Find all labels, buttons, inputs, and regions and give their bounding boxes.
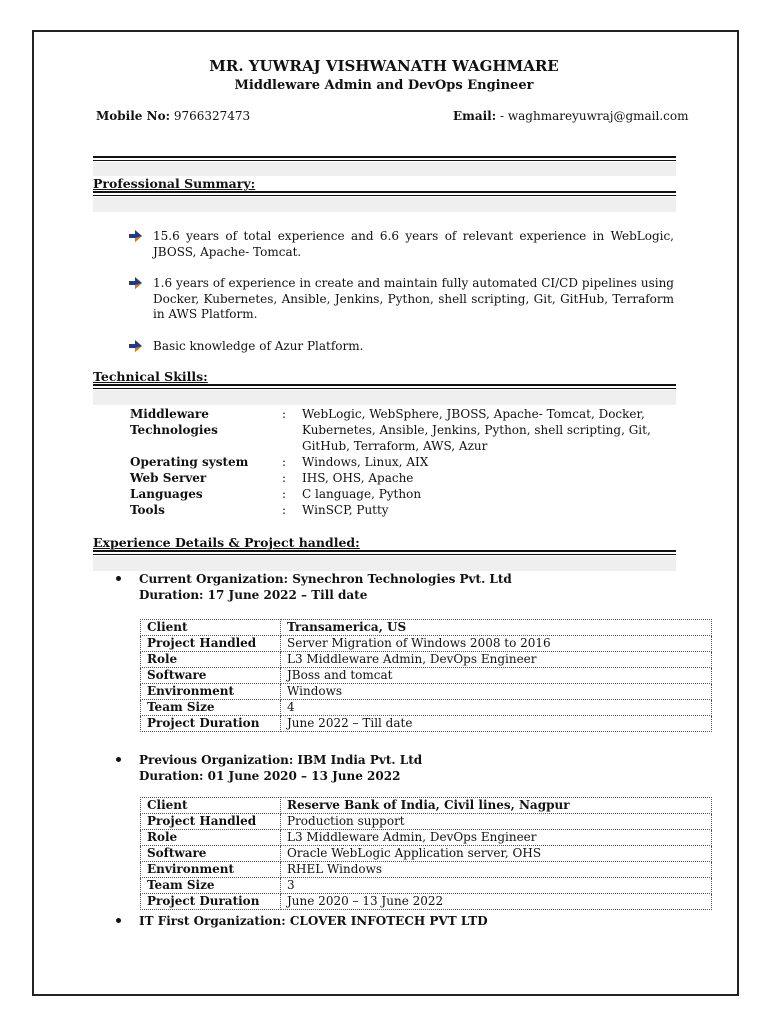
project-key: Team Size bbox=[141, 878, 281, 894]
project-value: Windows bbox=[281, 684, 712, 700]
project-value: L3 Middleware Admin, DevOps Engineer bbox=[281, 830, 712, 846]
mobile-value: 9766327473 bbox=[173, 109, 251, 123]
project-value: Transamerica, US bbox=[281, 620, 712, 636]
divider bbox=[93, 156, 676, 161]
skill-value: WebLogic, WebSphere, JBOSS, Apache- Tomcat, Docker, Kubernetes, Ansible, Jenkins, Python, shell scripting, Git, GitHub, Terraform, AWS, Azur bbox=[302, 407, 651, 453]
skill-value: WinSCP, Putty bbox=[302, 503, 389, 517]
skill-key: Languages bbox=[130, 487, 203, 501]
table-row bbox=[141, 652, 712, 668]
skill-separator: : bbox=[282, 455, 287, 469]
organization-heading bbox=[139, 571, 512, 603]
project-value: June 2020 – 13 June 2022 bbox=[281, 894, 712, 910]
summary-item: 15.6 years of total experience and 6.6 years of relevant experience in WebLogic, JBOSS, Apache- Tomcat. bbox=[153, 229, 674, 259]
project-key: Team Size bbox=[141, 700, 281, 716]
project-key: Environment bbox=[141, 862, 281, 878]
organization-heading bbox=[139, 752, 422, 784]
divider bbox=[93, 384, 676, 389]
section-heading-skills: Technical Skills: bbox=[93, 369, 208, 384]
table-row bbox=[141, 814, 712, 830]
table-row bbox=[141, 798, 712, 814]
project-key: Project Handled bbox=[141, 814, 281, 830]
table-row bbox=[141, 830, 712, 846]
project-key: Role bbox=[141, 830, 281, 846]
project-key: Software bbox=[141, 846, 281, 862]
divider bbox=[93, 550, 676, 555]
email-line bbox=[453, 109, 689, 123]
email-label: Email: bbox=[453, 109, 497, 123]
skill-value: IHS, OHS, Apache bbox=[302, 471, 414, 485]
skill-separator: : bbox=[282, 471, 287, 485]
bullet-dot-icon bbox=[116, 576, 121, 581]
skill-separator: : bbox=[282, 407, 287, 421]
project-key: Project Duration bbox=[141, 894, 281, 910]
project-key: Client bbox=[141, 798, 281, 814]
summary-item: Basic knowledge of Azur Platform. bbox=[153, 339, 364, 353]
project-value: Oracle WebLogic Application server, OHS bbox=[281, 846, 712, 862]
project-value: Production support bbox=[281, 814, 712, 830]
arrow-bullet-icon bbox=[129, 230, 143, 242]
skill-key: Web Server bbox=[130, 471, 207, 485]
skill-key: Tools bbox=[130, 503, 165, 517]
section-heading-summary: Professional Summary: bbox=[93, 176, 256, 191]
skill-key: Middleware Technologies bbox=[130, 407, 218, 437]
bullet-dot-icon bbox=[116, 918, 121, 923]
project-key: Environment bbox=[141, 684, 281, 700]
organization-name: Previous Organization: IBM India Pvt. Ltd bbox=[139, 753, 423, 767]
skill-separator: : bbox=[282, 487, 287, 501]
organization-duration: Duration: 01 June 2020 – 13 June 2022 bbox=[139, 769, 401, 783]
skill-separator: : bbox=[282, 503, 287, 517]
bullet-dot-icon bbox=[116, 757, 121, 762]
shaded-band bbox=[93, 197, 676, 212]
table-row bbox=[141, 620, 712, 636]
project-key: Project Handled bbox=[141, 636, 281, 652]
table-row bbox=[141, 878, 712, 894]
skill-key: Operating system bbox=[130, 455, 249, 469]
table-row bbox=[141, 668, 712, 684]
arrow-bullet-icon bbox=[129, 277, 143, 289]
project-value: L3 Middleware Admin, DevOps Engineer bbox=[281, 652, 712, 668]
organization-name: IT First Organization: CLOVER INFOTECH PVT LTD bbox=[139, 914, 488, 928]
project-value: Reserve Bank of India, Civil lines, Nagpur bbox=[281, 798, 712, 814]
project-key: Project Duration bbox=[141, 716, 281, 732]
project-table bbox=[140, 797, 712, 910]
divider bbox=[93, 191, 676, 196]
project-value: Server Migration of Windows 2008 to 2016 bbox=[281, 636, 712, 652]
table-row bbox=[141, 894, 712, 910]
table-row bbox=[141, 862, 712, 878]
shaded-band bbox=[93, 390, 676, 405]
project-value: 3 bbox=[281, 878, 712, 894]
mobile-label: Mobile No: bbox=[96, 109, 171, 123]
candidate-title: Middleware Admin and DevOps Engineer bbox=[234, 78, 534, 93]
shaded-band bbox=[93, 556, 676, 571]
arrow-bullet-icon bbox=[129, 340, 143, 352]
organization-heading bbox=[139, 913, 488, 929]
summary-item: 1.6 years of experience in create and maintain fully automated CI/CD pipelines using Docker, Kubernetes, Ansible, Jenkins, Python, shell scripting, Git, GitHub, Terraform in AWS Platform. bbox=[153, 276, 674, 321]
skill-value: Windows, Linux, AIX bbox=[302, 455, 429, 469]
table-row bbox=[141, 700, 712, 716]
table-row bbox=[141, 846, 712, 862]
project-table bbox=[140, 619, 712, 732]
project-key: Software bbox=[141, 668, 281, 684]
project-value: June 2022 – Till date bbox=[281, 716, 712, 732]
table-row bbox=[141, 716, 712, 732]
candidate-name: MR. YUWRAJ VISHWANATH WAGHMARE bbox=[209, 57, 559, 75]
project-value: RHEL Windows bbox=[281, 862, 712, 878]
organization-name: Current Organization: Synechron Technologies Pvt. Ltd bbox=[139, 572, 512, 586]
skill-value: C language, Python bbox=[302, 487, 422, 501]
table-row bbox=[141, 636, 712, 652]
project-value: 4 bbox=[281, 700, 712, 716]
project-key: Role bbox=[141, 652, 281, 668]
project-value: JBoss and tomcat bbox=[281, 668, 712, 684]
email-value: - waghmareyuwraj@gmail.com bbox=[500, 109, 689, 123]
section-heading-experience: Experience Details & Project handled: bbox=[93, 535, 360, 550]
table-row bbox=[141, 684, 712, 700]
mobile-line bbox=[96, 109, 250, 123]
organization-duration: Duration: 17 June 2022 – Till date bbox=[139, 588, 368, 602]
shaded-band bbox=[93, 162, 676, 176]
project-key: Client bbox=[141, 620, 281, 636]
